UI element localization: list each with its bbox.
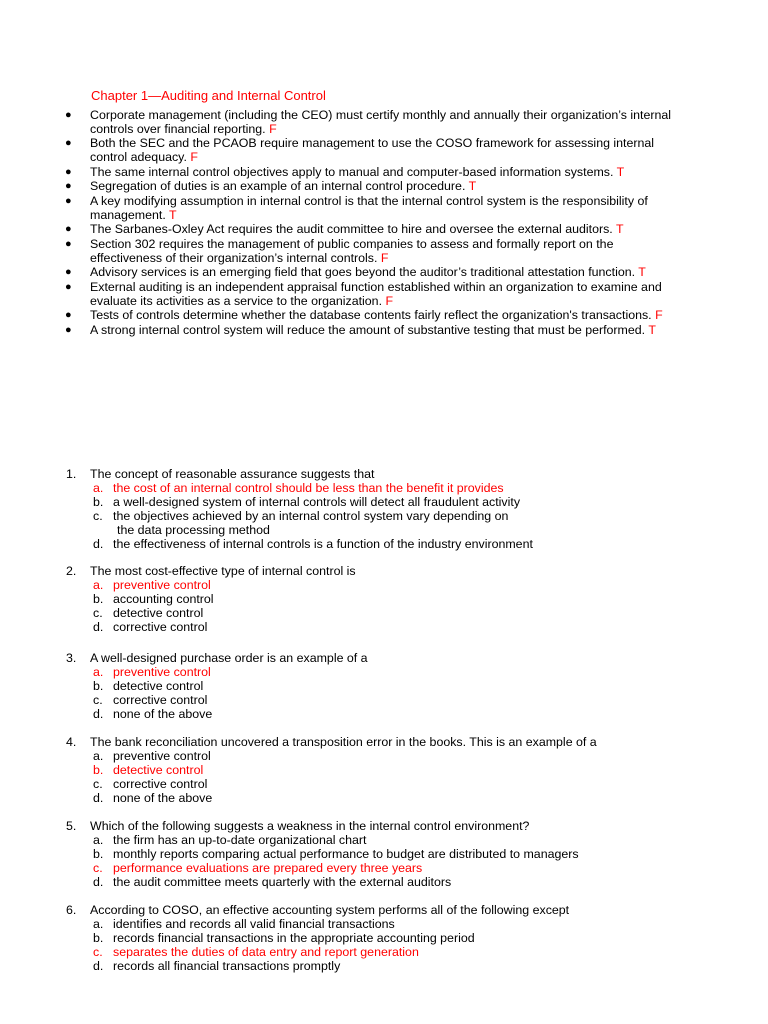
statement-text: Corporate management (including the CEO) must certify monthly and annually their organization’s internal controls over financial reporting. xyxy=(90,108,672,136)
option-letter: c. xyxy=(93,692,103,707)
answer-option xyxy=(66,834,706,848)
true-false-list xyxy=(63,109,683,338)
answer-option xyxy=(66,621,706,635)
option-text: a well-designed system of internal controls will detect all fraudulent activity xyxy=(113,494,521,509)
statement-text: A strong internal control system will reduce the amount of substantive testing that must be performed. xyxy=(90,322,646,337)
option-letter: d. xyxy=(93,706,104,721)
answer-option xyxy=(66,862,706,876)
statement-item xyxy=(63,195,683,223)
option-text: detective control xyxy=(113,605,204,620)
option-text: corrective control xyxy=(113,776,208,791)
statement-text: Advisory services is an emerging field that goes beyond the auditor’s traditional attestation function. xyxy=(90,265,636,280)
option-letter: b. xyxy=(93,930,104,945)
question-stem xyxy=(66,904,706,918)
statement-text: External auditing is an independent appraisal function established within an organization to examine and evaluate its activities as a service to the organization. xyxy=(90,279,662,308)
answer-option xyxy=(66,960,706,974)
option-text: preventive control xyxy=(113,577,211,592)
question-number: 5. xyxy=(66,819,77,833)
answer-mark: T xyxy=(616,164,625,179)
option-letter: c. xyxy=(93,605,103,620)
answer-option xyxy=(66,876,706,890)
answer-option xyxy=(66,848,706,862)
answer-mark: T xyxy=(615,222,624,237)
option-text: the firm has an up-to-date organizational chart xyxy=(113,832,367,847)
bullet-icon: ● xyxy=(65,237,72,250)
bullet-icon: ● xyxy=(65,194,72,207)
answer-mark: T xyxy=(168,207,177,222)
option-letter: a. xyxy=(93,577,104,592)
question-text: The most cost-effective type of internal control is xyxy=(90,564,356,578)
option-continuation: the data processing method xyxy=(117,522,270,537)
question-text: The bank reconciliation uncovered a transposition error in the books. This is an example of a xyxy=(90,735,597,749)
question-stem xyxy=(66,820,706,834)
answer-option xyxy=(66,666,706,680)
question-text: The concept of reasonable assurance suggests that xyxy=(90,467,375,481)
option-letter: a. xyxy=(93,748,104,763)
bullet-icon: ● xyxy=(65,323,72,336)
answer-option xyxy=(66,680,706,694)
statement-item xyxy=(63,137,683,165)
option-text: records financial transactions in the appropriate accounting period xyxy=(113,930,475,945)
option-text: the effectiveness of internal controls is a function of the industry environment xyxy=(113,536,533,551)
option-text: none of the above xyxy=(113,706,213,721)
answer-mark: F xyxy=(655,308,663,323)
question-block xyxy=(66,565,706,635)
option-text: preventive control xyxy=(113,664,211,679)
option-letter: b. xyxy=(93,762,104,777)
statement-item xyxy=(63,238,683,266)
statement-text: Both the SEC and the PCAOB require management to use the COSO framework for assessing internal control adequacy. xyxy=(90,136,655,165)
statement-item xyxy=(63,324,683,338)
answer-option xyxy=(66,708,706,722)
answer-mark: F xyxy=(385,293,394,308)
option-letter: b. xyxy=(93,678,104,693)
question-text: A well-designed purchase order is an example of a xyxy=(90,651,368,665)
answer-mark: T xyxy=(638,265,646,280)
question-text: Which of the following suggests a weakness in the internal control environment? xyxy=(90,819,530,833)
question-number: 6. xyxy=(66,903,77,917)
question-number: 2. xyxy=(66,564,77,578)
answer-option xyxy=(66,764,706,778)
bullet-icon: ● xyxy=(65,137,72,150)
question-stem xyxy=(66,736,706,750)
answer-option xyxy=(66,482,706,496)
answer-option xyxy=(66,946,706,960)
option-text: corrective control xyxy=(113,619,208,634)
answer-option xyxy=(66,496,706,510)
chapter-title: Chapter 1—Auditing and Internal Control xyxy=(91,88,326,103)
option-letter: d. xyxy=(93,619,104,634)
question-stem xyxy=(66,468,706,482)
bullet-icon: ● xyxy=(65,109,72,121)
option-letter: d. xyxy=(93,874,104,889)
answer-mark: F xyxy=(380,250,389,265)
answer-option xyxy=(66,593,706,607)
option-letter: b. xyxy=(93,591,104,606)
option-text: detective control xyxy=(113,678,204,693)
statement-text: Segregation of duties is an example of an internal control procedure. xyxy=(90,179,466,194)
answer-option xyxy=(66,510,706,524)
statement-text: A key modifying assumption in internal control is that the internal control system is the responsibility of management. xyxy=(90,193,648,222)
answer-mark: F xyxy=(269,121,277,136)
option-text: preventive control xyxy=(113,748,211,763)
question-block xyxy=(66,652,706,722)
option-text: monthly reports comparing actual performance to budget are distributed to managers xyxy=(113,846,579,861)
statement-item xyxy=(63,281,683,309)
question-block xyxy=(66,904,706,974)
option-letter: b. xyxy=(93,494,104,509)
question-number: 4. xyxy=(66,735,77,749)
option-letter: d. xyxy=(93,790,104,805)
option-text: corrective control xyxy=(113,692,208,707)
bullet-icon: ● xyxy=(65,165,72,178)
option-letter: c. xyxy=(93,860,103,875)
question-block xyxy=(66,736,706,806)
option-text: the cost of an internal control should be less than the benefit it provides xyxy=(113,480,504,495)
bullet-icon: ● xyxy=(65,180,72,193)
option-text: records all financial transactions promptly xyxy=(113,958,341,973)
option-letter: a. xyxy=(93,832,104,847)
statement-item xyxy=(63,166,683,180)
bullet-icon: ● xyxy=(65,309,72,322)
option-letter: c. xyxy=(93,944,103,959)
option-text: identifies and records all valid financial transactions xyxy=(113,916,395,931)
question-text: According to COSO, an effective accounting system performs all of the following except xyxy=(90,903,570,917)
option-letter: c. xyxy=(93,508,103,523)
answer-option xyxy=(66,694,706,708)
question-block xyxy=(66,820,706,890)
statement-item xyxy=(63,266,683,280)
option-text: performance evaluations are prepared every three years xyxy=(113,860,423,875)
question-number: 3. xyxy=(66,651,77,665)
bullet-icon: ● xyxy=(65,280,72,293)
answer-option xyxy=(66,778,706,792)
option-letter: a. xyxy=(93,916,104,931)
statement-item xyxy=(63,223,683,237)
answer-mark: F xyxy=(190,150,198,165)
option-letter: b. xyxy=(93,846,104,861)
option-letter: c. xyxy=(93,776,103,791)
option-text: none of the above xyxy=(113,790,213,805)
statement-text: Tests of controls determine whether the database contents fairly reflect the organization's transactions. xyxy=(90,308,652,323)
answer-option xyxy=(66,607,706,621)
bullet-icon: ● xyxy=(65,223,72,236)
option-text: detective control xyxy=(113,762,204,777)
statement-text: The Sarbanes-Oxley Act requires the audit committee to hire and oversee the external auditors. xyxy=(90,222,613,237)
statement-text: The same internal control objectives apply to manual and computer-based information systems. xyxy=(90,164,614,179)
option-letter: d. xyxy=(93,536,104,551)
option-letter: a. xyxy=(93,480,104,495)
option-letter: a. xyxy=(93,664,104,679)
answer-option xyxy=(66,538,706,552)
bullet-icon: ● xyxy=(65,266,72,279)
question-stem xyxy=(66,565,706,579)
question-block xyxy=(66,468,706,551)
statement-item xyxy=(63,309,683,323)
statement-item xyxy=(63,180,683,194)
question-stem xyxy=(66,652,706,666)
answer-option xyxy=(66,792,706,806)
option-letter: d. xyxy=(93,958,104,973)
answer-option xyxy=(66,918,706,932)
answer-option xyxy=(66,579,706,593)
answer-option xyxy=(66,932,706,946)
statement-text: Section 302 requires the management of public companies to assess and formally report on the effectiveness of their organization’s internal controls. xyxy=(90,236,614,265)
answer-mark: T xyxy=(468,179,477,194)
statement-item xyxy=(63,109,683,137)
option-text: accounting control xyxy=(113,591,214,606)
option-text: the objectives achieved by an internal control system vary depending on xyxy=(113,508,509,523)
option-text: separates the duties of data entry and report generation xyxy=(113,944,419,959)
answer-mark: T xyxy=(648,322,656,337)
answer-option xyxy=(66,750,706,764)
question-number: 1. xyxy=(66,467,77,481)
option-text: the audit committee meets quarterly with the external auditors xyxy=(113,874,452,889)
